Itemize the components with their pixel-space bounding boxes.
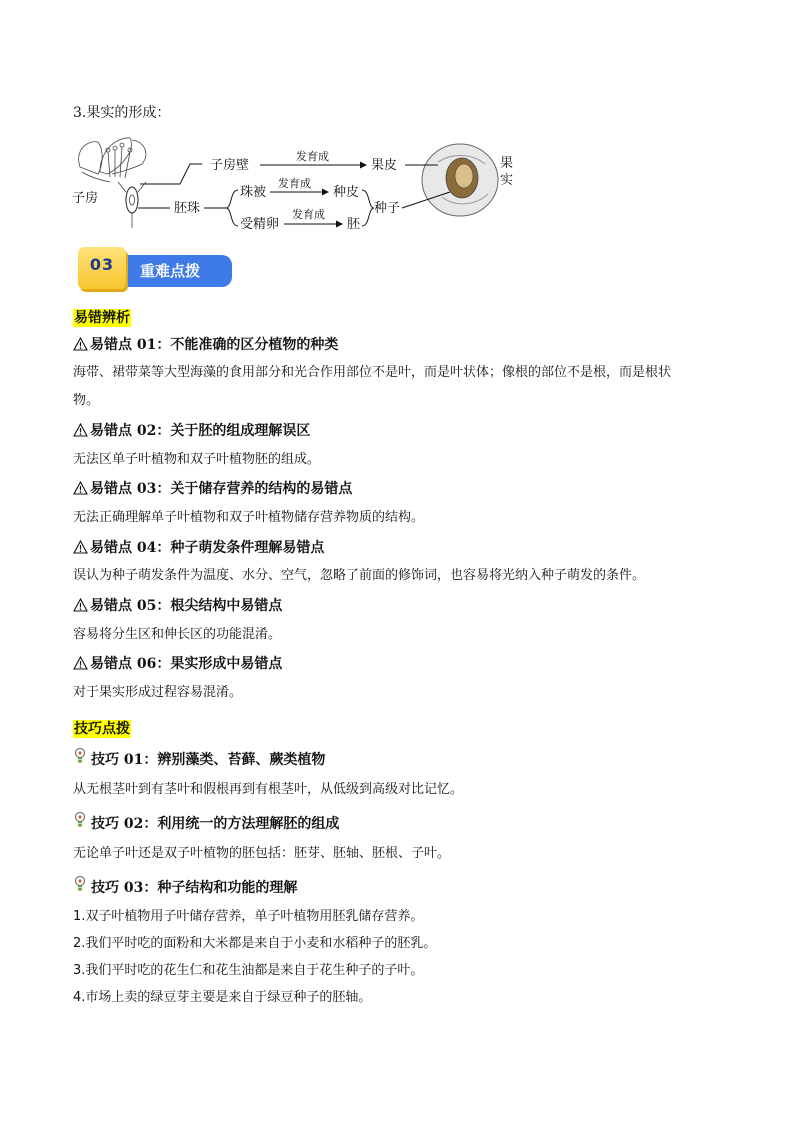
error-item-title: 易错点 01：不能准确的区分植物的种类 — [73, 334, 338, 354]
banner-number: 03 — [78, 247, 126, 289]
error-item-title: 易错点 05：根尖结构中易错点 — [73, 595, 282, 615]
tip-item-text: 无论单子叶还是双子叶植物的胚包括：胚芽、胚轴、胚根、子叶。 — [73, 846, 451, 861]
warning-icon — [73, 656, 88, 670]
error-item-text: 容易将分生区和伸长区的功能混淆。 — [73, 627, 282, 642]
lightbulb-icon — [73, 811, 87, 829]
error-item-title: 易错点 04：种子萌发条件理解易错点 — [73, 537, 324, 557]
label-fertilized-egg: 受精卵 — [240, 217, 280, 232]
label-develops-3: 发育成 — [292, 208, 325, 221]
banner-title: 重难点拨 — [120, 255, 232, 287]
tip-list-item: 2.我们平时吃的面粉和大米都是来自于小麦和水稻种子的胚乳。 — [73, 936, 437, 951]
tip-item-title: 技巧 01：辨别藻类、苔藓、蕨类植物 — [73, 749, 325, 769]
label-fruit-1: 果 — [500, 156, 514, 171]
tip-item-title: 技巧 03：种子结构和功能的理解 — [73, 877, 297, 897]
tip-list-item: 4.市场上卖的绿豆芽主要是来自于绿豆种子的胚轴。 — [73, 990, 372, 1005]
label-fruit-2: 实 — [500, 173, 514, 188]
tip-list-item: 1.双子叶植物用子叶储存营养，单子叶植物用胚乳储存营养。 — [73, 909, 424, 924]
warning-icon — [73, 337, 88, 351]
error-item-text: 无法正确理解单子叶植物和双子叶植物储存营养物质的结构。 — [73, 510, 425, 525]
fruit-illustration — [422, 144, 498, 216]
fruit-formation-diagram — [70, 132, 520, 232]
label-pericarp: 果皮 — [371, 158, 398, 173]
tips-section-label: 技巧点拨 — [74, 721, 130, 737]
label-seed-coat: 种皮 — [333, 185, 360, 200]
label-develops-2: 发育成 — [278, 177, 311, 190]
warning-icon — [73, 598, 88, 612]
error-item-text: 对于果实形成过程容易混淆。 — [73, 685, 243, 700]
error-item-text: 无法区单子叶植物和双子叶植物胚的组成。 — [73, 452, 321, 467]
tip-item-title: 技巧 02：利用统一的方法理解胚的组成 — [73, 813, 339, 833]
section-banner — [78, 247, 234, 289]
warning-icon — [73, 540, 88, 554]
warning-icon — [73, 481, 88, 495]
error-item-text: 海带、裙带菜等大型海藻的食用部分和光合作用部位不是叶，而是叶状体；像根的部位不是根，而是根状 — [73, 365, 672, 380]
tip-item-text: 从无根茎叶到有茎叶和假根再到有根茎叶，从低级到高级对比记忆。 — [73, 782, 464, 797]
label-integument: 珠被 — [240, 185, 267, 200]
error-item-title: 易错点 03：关于储存营养的结构的易错点 — [73, 478, 352, 498]
label-ovary-wall: 子房壁 — [210, 158, 250, 173]
flower-illustration — [79, 138, 146, 228]
label-ovule: 胚珠 — [174, 201, 201, 216]
error-item-title: 易错点 02：关于胚的组成理解误区 — [73, 420, 310, 440]
label-develops-1: 发育成 — [296, 150, 329, 163]
label-ovary: 子房 — [72, 191, 99, 206]
section-heading: 3.果实的形成： — [73, 105, 171, 121]
label-embryo: 胚 — [347, 217, 361, 232]
lightbulb-icon — [73, 747, 87, 765]
error-item-title: 易错点 06：果实形成中易错点 — [73, 653, 282, 673]
tip-list-item: 3.我们平时吃的花生仁和花生油都是来自于花生种子的子叶。 — [73, 963, 424, 978]
error-item-text: 误认为种子萌发条件为温度、水分、空气，忽略了前面的修饰词，也容易将光纳入种子萌发的条件。 — [73, 568, 646, 583]
error-item-text: 物。 — [73, 393, 100, 408]
label-seed: 种子 — [374, 201, 401, 216]
errors-section-label: 易错辨析 — [74, 310, 130, 326]
lightbulb-icon — [73, 875, 87, 893]
warning-icon — [73, 423, 88, 437]
